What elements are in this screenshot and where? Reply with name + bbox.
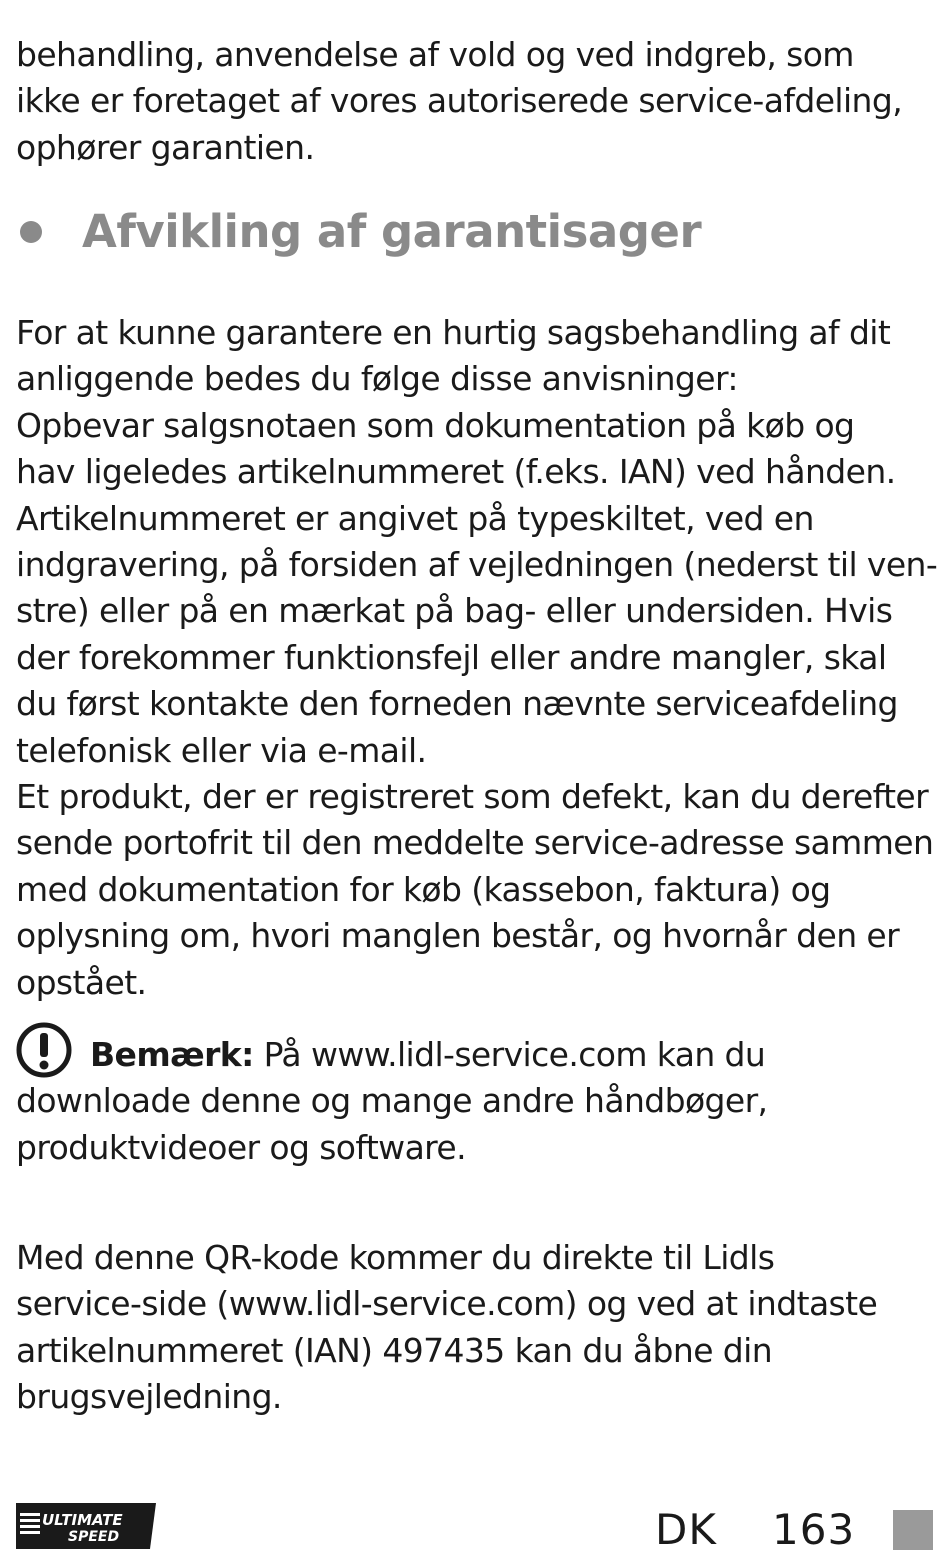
text-line: oplysning om, hvori manglen består, og hvornår den er	[16, 916, 900, 956]
text-line: artikelnummeret (IAN) 497435 kan du åbne din	[16, 1330, 773, 1370]
text-line: downloade denne og mange andre håndbøger,	[16, 1081, 768, 1121]
svg-text:ULTIMATE: ULTIMATE	[42, 1511, 123, 1529]
text-line: Et produkt, der er registreret som defekt, kan du derefter	[16, 777, 929, 817]
text-line: Med denne QR-kode kommer du direkte til Lidls	[16, 1238, 775, 1277]
text-line: med dokumentation for køb (kassebon, faktura) og	[16, 869, 831, 909]
note-paragraph	[16, 1022, 767, 1171]
intro-paragraph	[16, 32, 902, 171]
note-label: Bemærk:	[90, 1035, 254, 1074]
text-line: hav ligeledes artikelnummeret (f.eks. IAN) ved hånden.	[16, 452, 896, 492]
page-number: 163	[772, 1505, 856, 1554]
page-marker-square	[893, 1510, 933, 1550]
text-line: indgravering, på forsiden af vejledningen (nederst til ven-	[16, 545, 938, 585]
text-line: sende portofrit til den meddelte service-adresse sammen	[16, 823, 934, 863]
section-heading-text: Afvikling af garantisager	[82, 205, 702, 258]
text-line: Artikelnummeret er angivet på typeskiltet, ved en	[16, 498, 814, 538]
text-line: der forekommer funktionsfejl eller andre mangler, skal	[16, 637, 887, 677]
text-line: Opbevar salgsnotaen som dokumentation på køb og	[16, 405, 855, 445]
brand-logo	[16, 1503, 156, 1549]
note-first-line	[16, 1022, 767, 1078]
text-line: behandling, anvendelse af vold og ved indgreb, som	[16, 35, 854, 74]
body-paragraph	[16, 310, 937, 1006]
language-code: DK	[655, 1505, 717, 1554]
bullet-icon	[20, 221, 42, 243]
text-line: telefonisk eller via e-mail.	[16, 730, 427, 770]
text-line: opstået.	[16, 962, 147, 1002]
text-line: produktvideoer og software.	[16, 1127, 467, 1167]
qr-paragraph	[16, 1235, 877, 1421]
text-line: anliggende bedes du følge disse anvisninger:	[16, 359, 738, 399]
text-line: service-side (www.lidl-service.com) og ved at indtaste	[16, 1284, 878, 1324]
text-line: For at kunne garantere en hurtig sagsbehandling af dit	[16, 313, 891, 352]
text-line: ikke er foretaget af vores autoriserede service-afdeling,	[16, 81, 903, 121]
section-heading	[16, 205, 701, 258]
text-line: ophører garantien.	[16, 127, 315, 167]
exclamation-circle-icon	[16, 1022, 72, 1078]
text-line: stre) eller på en mærkat på bag- eller undersiden. Hvis	[16, 591, 893, 631]
note-first-line-text: På www.lidl-service.com kan du	[253, 1035, 766, 1074]
text-line: brugsvejledning.	[16, 1377, 282, 1417]
svg-text:SPEED: SPEED	[68, 1529, 120, 1545]
text-line: du først kontakte den forneden nævnte serviceafdeling	[16, 684, 898, 724]
